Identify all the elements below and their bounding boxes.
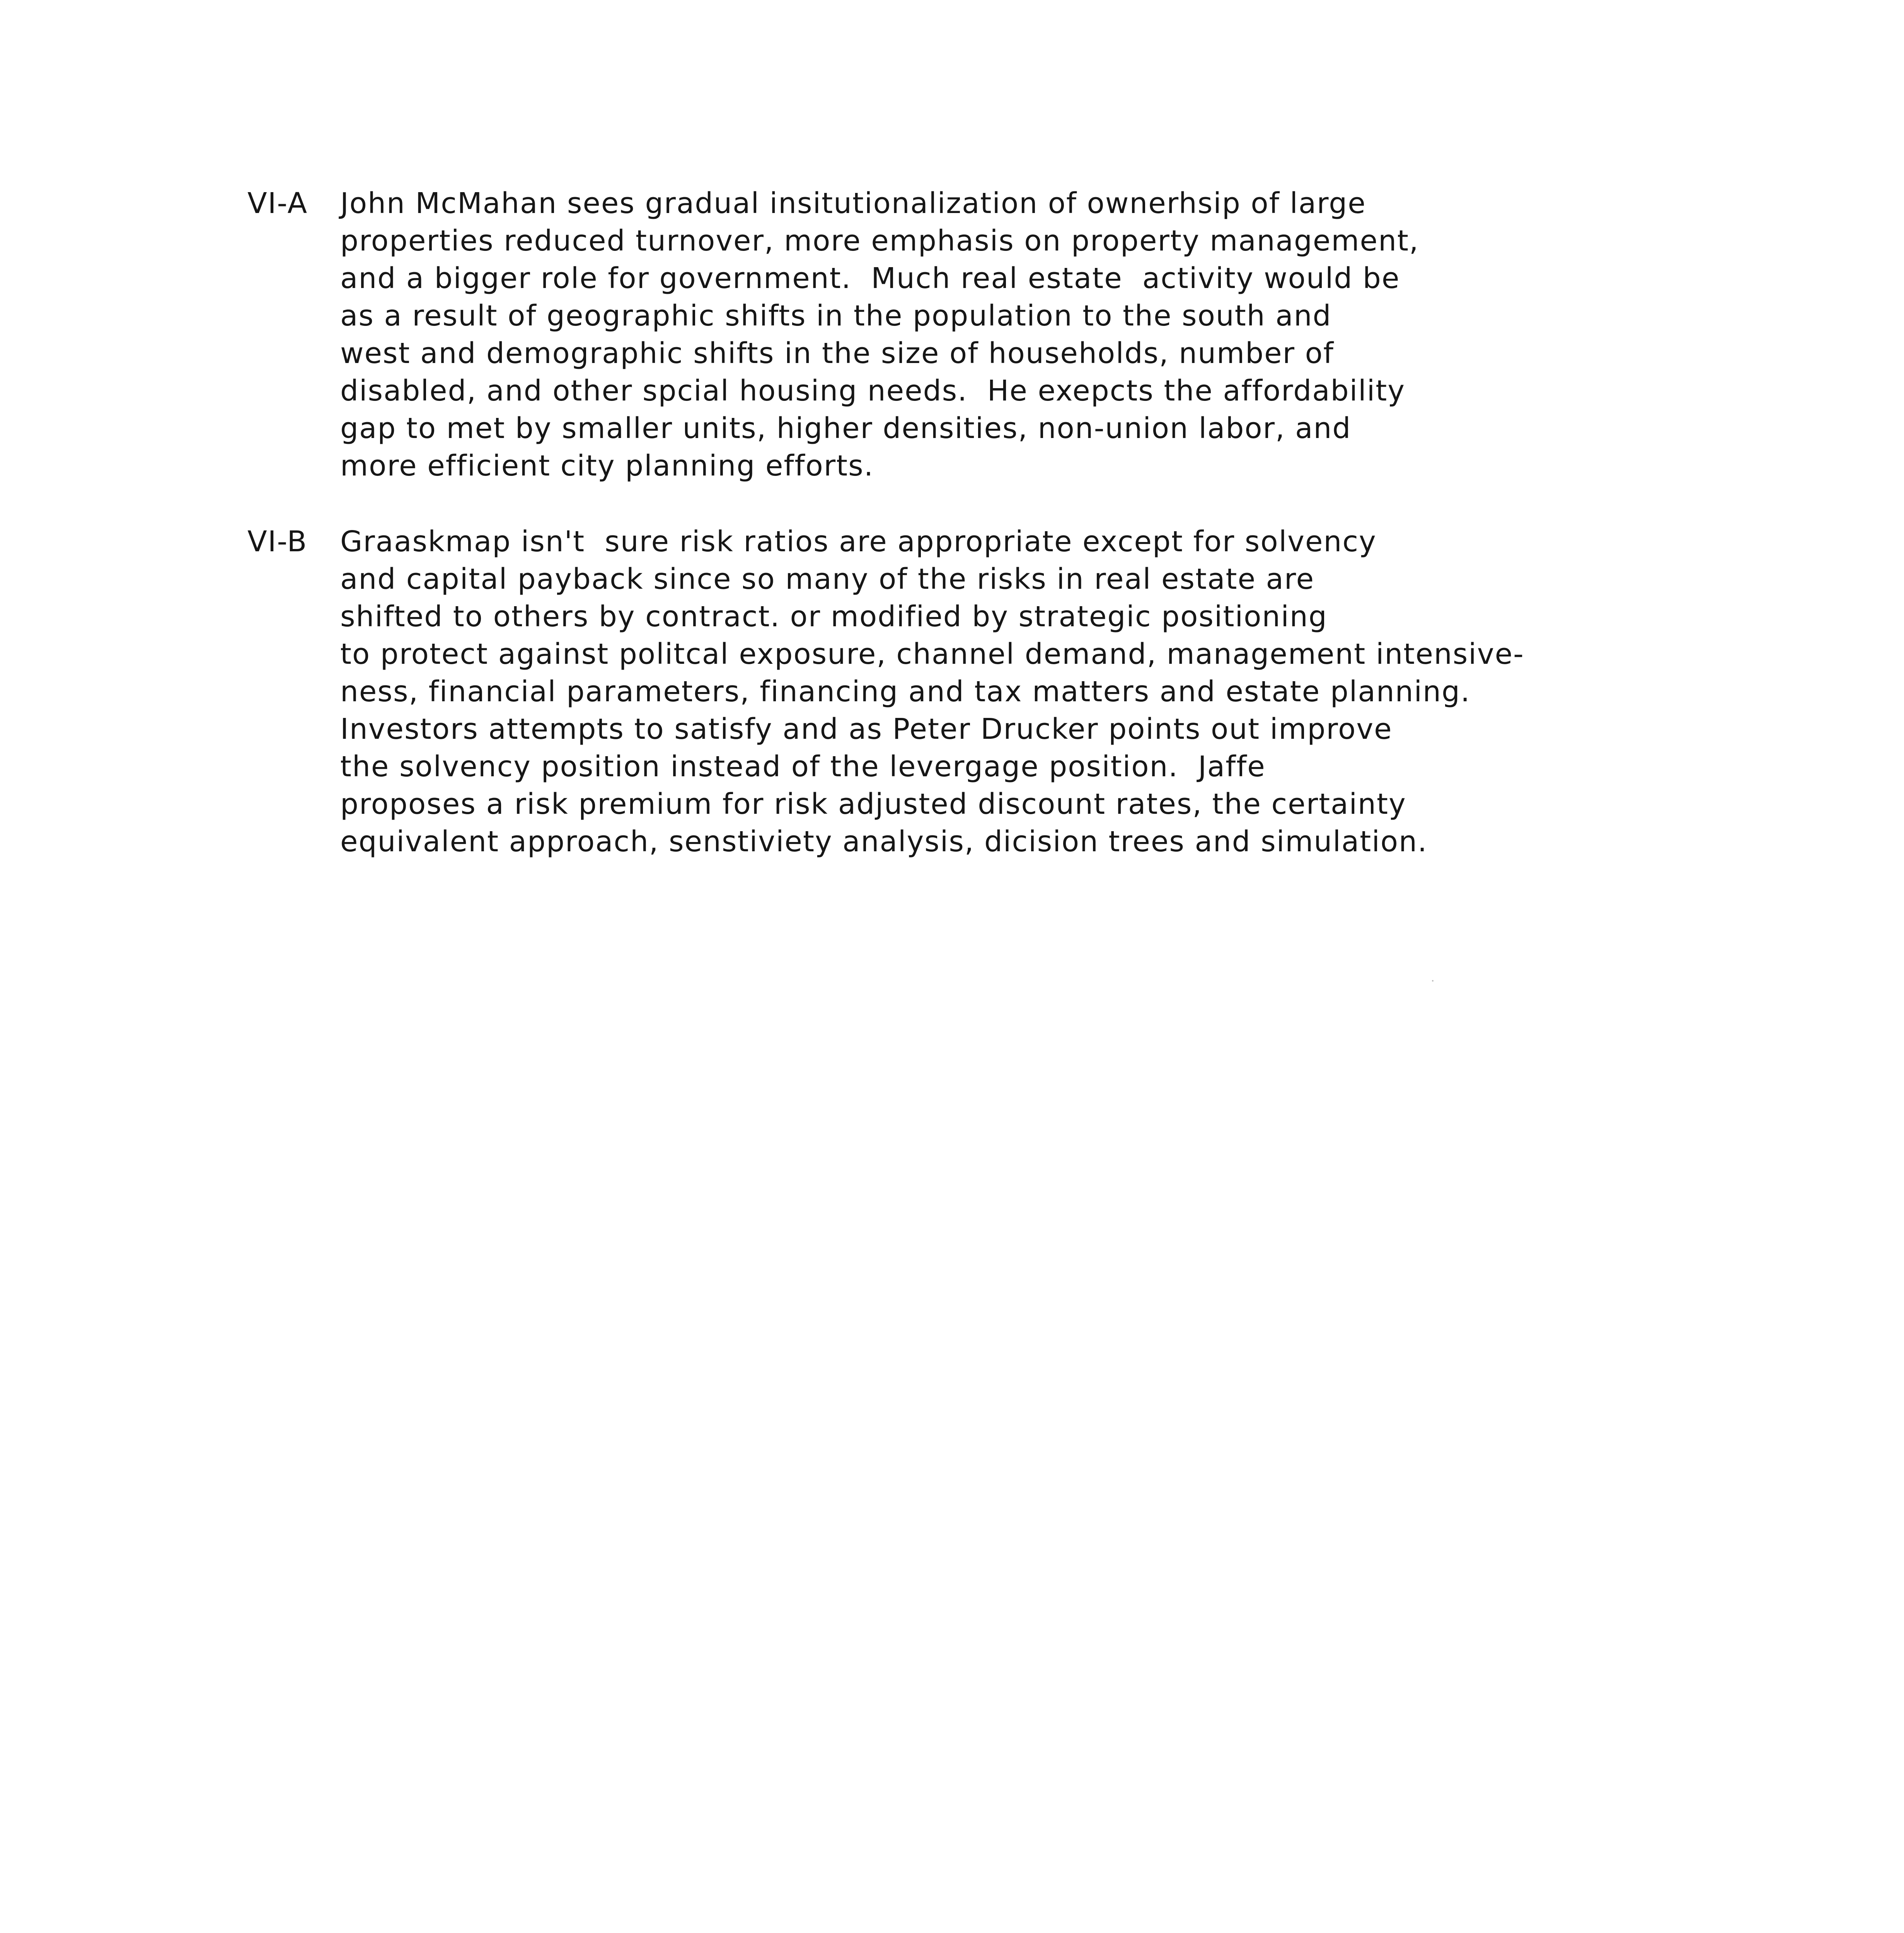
paragraph-line: to protect against politcal exposure, channel demand, management intensive-: [340, 638, 1524, 671]
paragraph-line: more efficient city planning efforts.: [340, 449, 874, 482]
paragraph-line: and a bigger role for government. Much real estate activity would be: [340, 262, 1400, 295]
paragraph-line: disabled, and other spcial housing needs. He exepcts the affordability: [340, 374, 1406, 407]
section-label: VI-A: [247, 187, 308, 220]
paragraph-line: west and demographic shifts in the size of households, number of: [340, 337, 1334, 370]
paragraph-line: [247, 185, 1419, 222]
paragraph-line: [247, 523, 1524, 561]
paragraph-line: ness, financial parameters, financing and tax matters and estate planning.: [340, 675, 1471, 708]
paragraph-line: the solvency position instead of the levergage position. Jaffe: [340, 750, 1266, 783]
paragraph-line: as a result of geographic shifts in the population to the south and: [340, 299, 1332, 332]
paragraph-line-text: Graaskmap isn't sure risk ratios are appropriate except for solvency: [340, 525, 1377, 558]
section-vi-a: [247, 185, 1419, 485]
paragraph-line-text: John McMahan sees gradual insitutionalization of ownerhsip of large: [340, 187, 1366, 220]
paragraph-line: properties reduced turnover, more emphasis on property management,: [340, 224, 1419, 257]
paragraph-line: equivalent approach, senstiviety analysis, dicision trees and simulation.: [340, 825, 1428, 858]
paragraph-line: gap to met by smaller units, higher densities, non-union labor, and: [340, 412, 1352, 445]
scan-speck: [1432, 980, 1434, 982]
paragraph-line: shifted to others by contract. or modified by strategic positioning: [340, 600, 1328, 633]
section-vi-b: [247, 523, 1524, 861]
section-label: VI-B: [247, 525, 308, 558]
paragraph-line: proposes a risk premium for risk adjusted discount rates, the certainty: [340, 788, 1406, 821]
paragraph-line: and capital payback since so many of the risks in real estate are: [340, 563, 1315, 596]
paragraph-line: Investors attempts to satisfy and as Peter Drucker points out improve: [340, 713, 1393, 746]
